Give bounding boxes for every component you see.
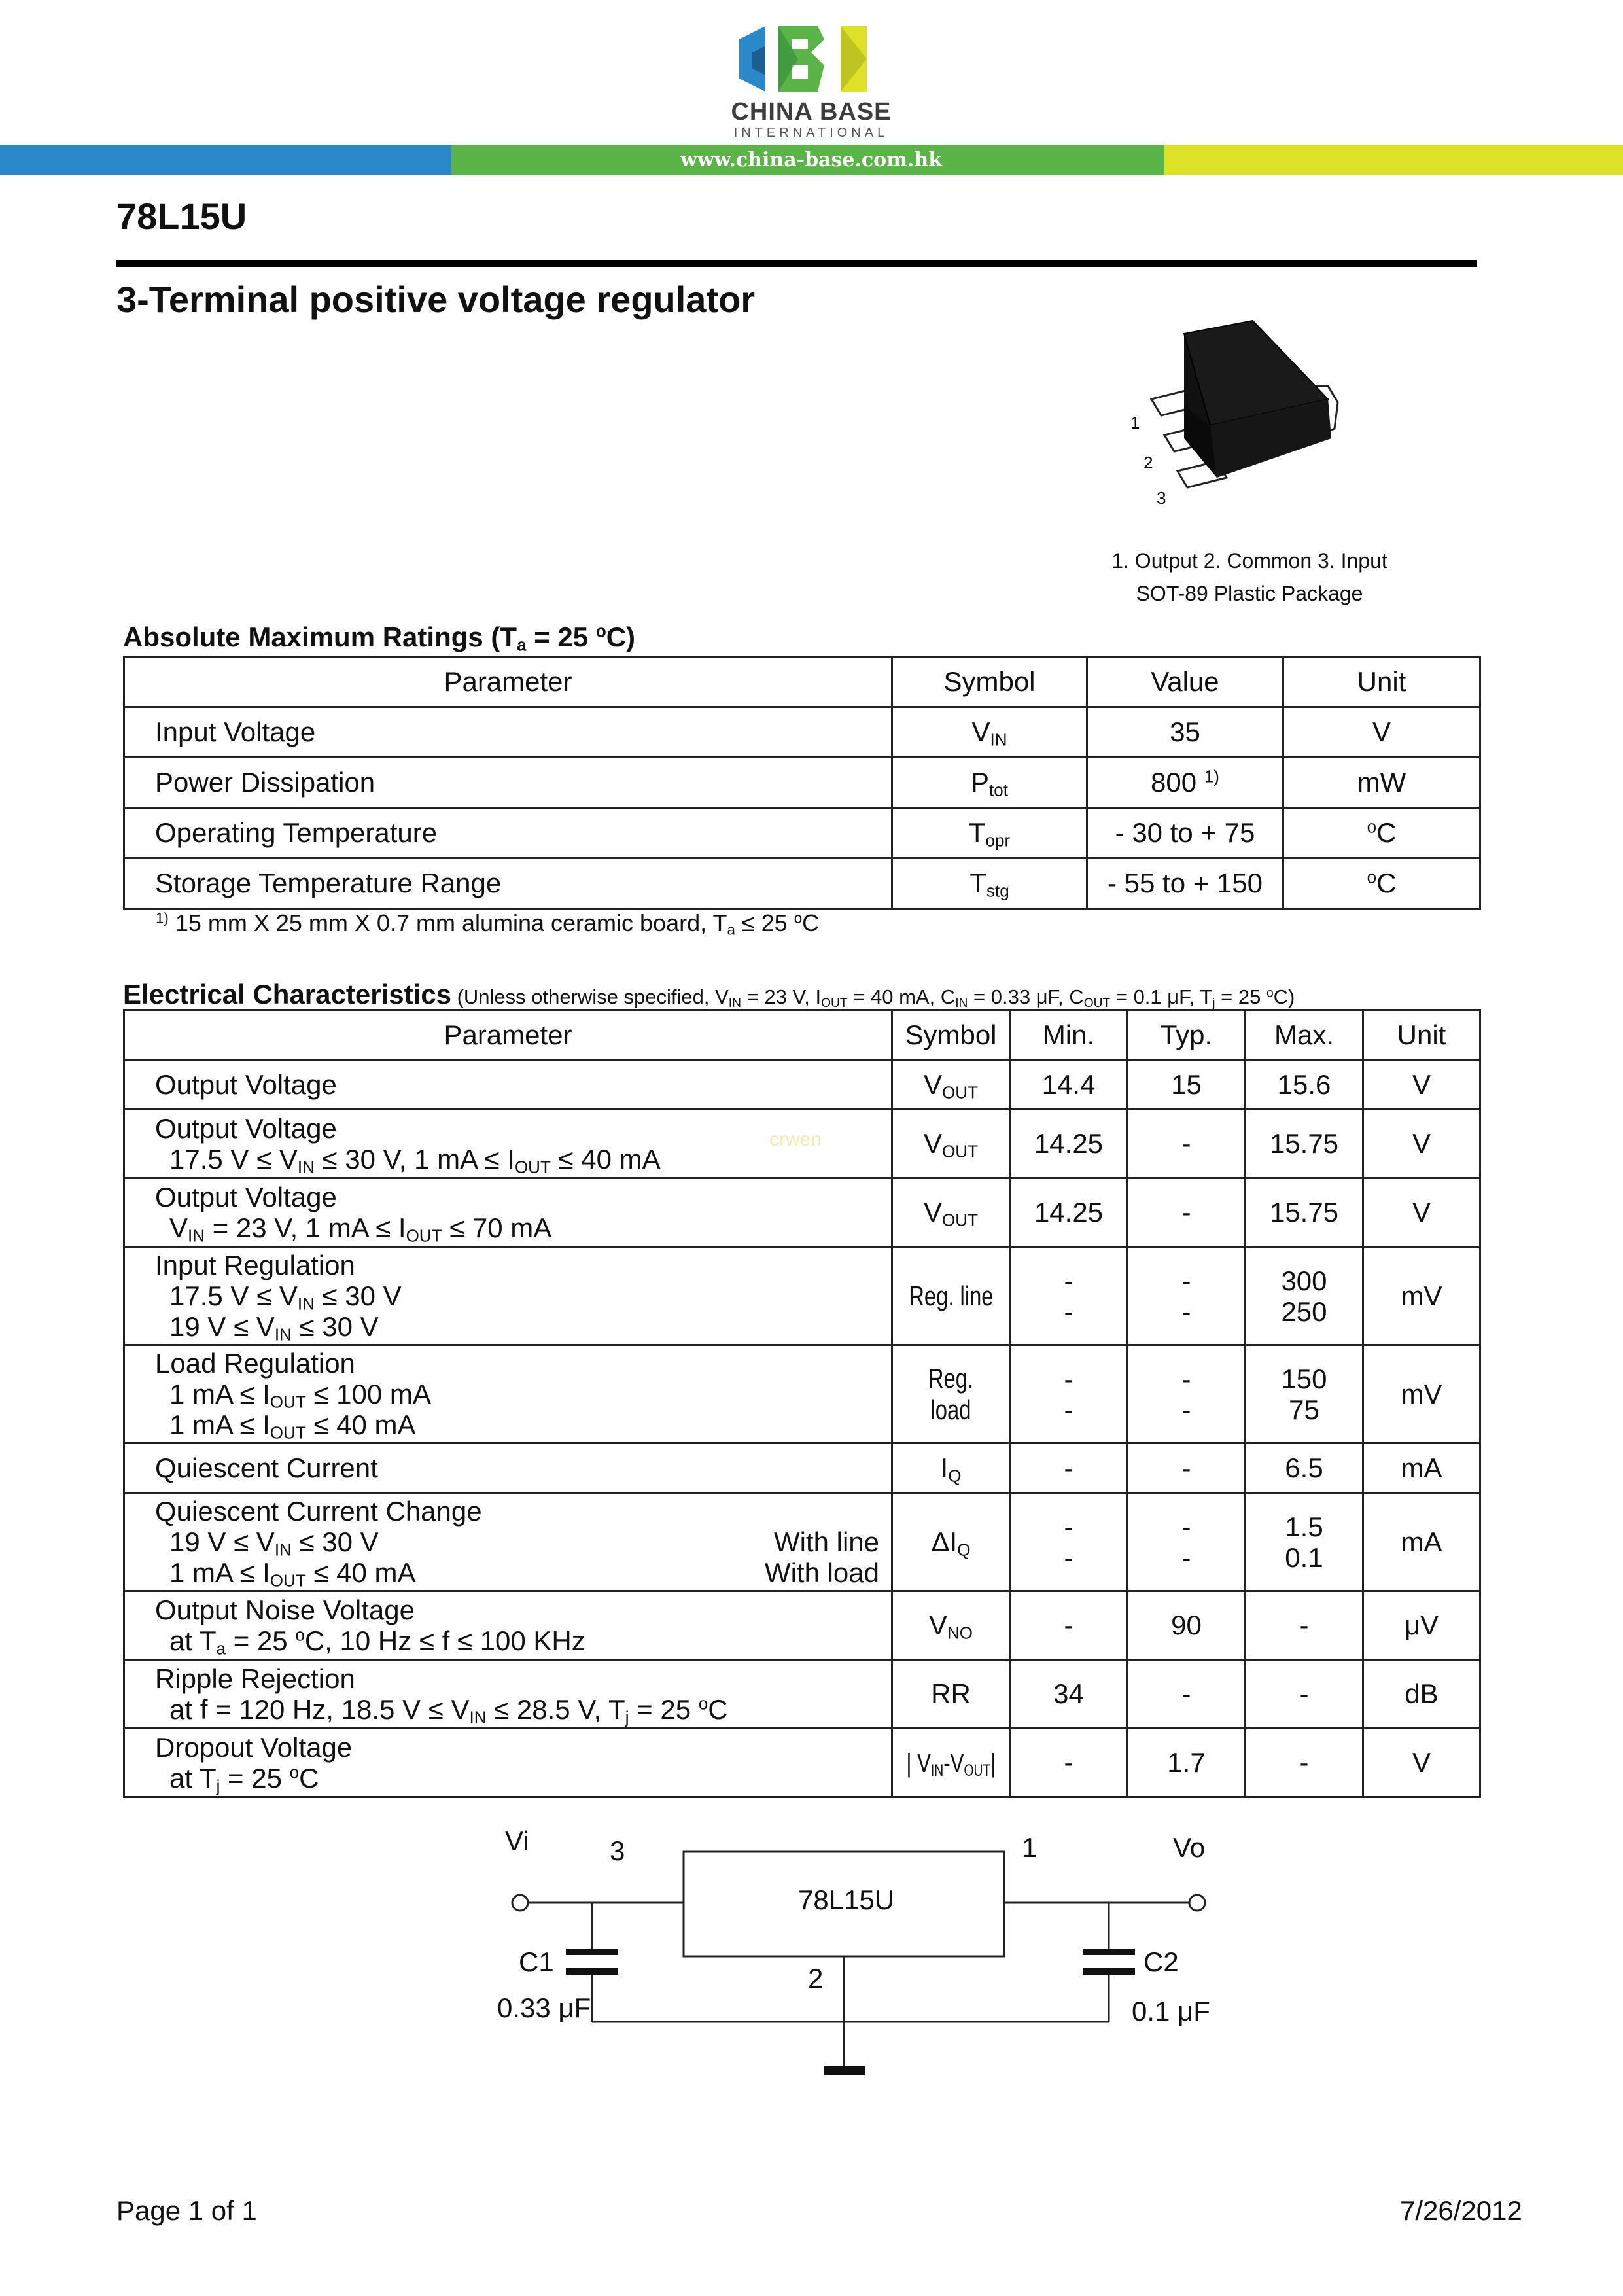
c2-plate-top: [1083, 1949, 1135, 1955]
symbol-cell: $T_{stg}$: [892, 858, 1087, 909]
table-row: [124, 1493, 1480, 1591]
min-cell: -: [1010, 1591, 1128, 1660]
max-cell: 6.5: [1246, 1443, 1363, 1493]
vo-label: Vo: [1173, 1832, 1206, 1863]
pin-1-label: 1: [1022, 1832, 1038, 1863]
param-cell: Quiescent Current Change 19 $V \le V_{IN} \le 30$ V With line 1 mA ≤ $I_{OUT} \le 40$ mA With load: [124, 1493, 892, 1591]
param-cell: Input Voltage: [124, 707, 892, 758]
abs-max-table: [123, 656, 1481, 910]
unit-cell: V: [1363, 1110, 1480, 1178]
param-cell: Input Regulation 17.5 $V \le V_{IN} \le 30$ V 19 $V \le V_{IN} \le 30$ V: [124, 1247, 892, 1345]
vi-label: Vi: [505, 1826, 529, 1856]
unit-cell: mA: [1363, 1443, 1480, 1493]
c2-label: C2: [1143, 1947, 1179, 1977]
min-cell: -: [1010, 1729, 1128, 1797]
param-cell: Quiescent Current: [124, 1443, 892, 1493]
unit-cell: V: [1363, 1060, 1480, 1110]
unit-cell: dB: [1363, 1660, 1480, 1729]
table-row: [124, 1060, 1480, 1110]
symbol-cell: $I_Q$: [892, 1443, 1010, 1493]
package-description: [1073, 544, 1426, 610]
symbol-cell: RR: [892, 1660, 1010, 1729]
header-parameter: Parameter: [124, 657, 892, 707]
package-body: [1184, 321, 1331, 478]
unit-cell: $^o$C: [1283, 858, 1480, 909]
c2-value: 0.1 μF: [1132, 1996, 1210, 2026]
abs-max-footnote: $^{1)}$ 15 mm X 25 mm X 0.7 mm alumina ceramic board, $T_a \le 25$ $^o$C: [156, 910, 820, 938]
min-cell: - -: [1010, 1247, 1128, 1345]
page-number: Page 1 of 1: [116, 2195, 257, 2226]
param-cell: Dropout Voltage at $T_j = 25$ $^o$C: [124, 1729, 892, 1797]
symbol-cell: $T_{opr}$: [892, 808, 1087, 858]
max-cell: 15.75: [1246, 1110, 1363, 1178]
website-url[interactable]: www.china-base.com.hk: [680, 149, 942, 171]
table-row: [124, 1443, 1480, 1493]
unit-cell: mW: [1283, 758, 1480, 808]
title-rule: [116, 260, 1477, 267]
header-value: Value: [1087, 657, 1283, 707]
header-typ: Typ.: [1128, 1010, 1246, 1060]
table-row: [124, 1345, 1480, 1443]
min-cell: 34: [1010, 1660, 1128, 1729]
unit-cell: V: [1283, 707, 1480, 758]
electrical-title: Electrical Characteristics (Unless otherwise specified, $V_{IN} = 23$ V, $I_{OUT} = 40$ mA, $C_{IN} = 0.33$ μF, $C_{OUT} = 0.1$ μF, $T_j = 25$ $^o$C): [123, 979, 1295, 1010]
min-cell: 14.25: [1010, 1178, 1128, 1247]
unit-cell: mV: [1363, 1345, 1480, 1443]
package-name: SOT-89 Plastic Package: [1136, 582, 1363, 605]
page-subtitle: 3-Terminal positive voltage regulator: [116, 279, 756, 320]
typ-cell: 1.7: [1128, 1729, 1246, 1797]
param-cell: Operating Temperature: [124, 808, 892, 858]
table-row: [124, 1591, 1480, 1660]
min-cell: 14.25: [1010, 1110, 1128, 1178]
param-cell: Output Noise Voltage at $T_a = 25$ $^o$C, 10 Hz ≤ f ≤ 100 KHz: [124, 1591, 892, 1660]
table-row: [124, 1178, 1480, 1247]
param-cell: Output Voltage $V_{IN} = 23$ V, 1 mA ≤ $I_{OUT} \le 70$ mA: [124, 1178, 892, 1247]
table-row: [124, 858, 1480, 909]
symbol-cell: $V_{IN}$: [892, 707, 1087, 758]
application-circuit: [458, 1806, 1276, 2094]
param-cell: Storage Temperature Range: [124, 858, 892, 909]
max-cell: -: [1246, 1660, 1363, 1729]
max-cell: 150 75: [1246, 1345, 1363, 1443]
document-date: 7/26/2012: [1400, 2195, 1522, 2226]
logo-mark-b: [778, 26, 824, 92]
c2-plate-bottom: [1083, 1968, 1135, 1975]
typ-cell: 90: [1128, 1591, 1246, 1660]
unit-cell: $^o$C: [1283, 808, 1480, 858]
unit-cell: μV: [1363, 1591, 1480, 1660]
value-cell: 35: [1087, 707, 1283, 758]
value-cell: - 55 to + 150: [1087, 858, 1283, 909]
max-cell: 300 250: [1246, 1247, 1363, 1345]
param-cell: Output Voltage: [124, 1060, 892, 1110]
company-name: CHINA BASE: [731, 98, 892, 126]
symbol-cell: $V_{OUT}$: [892, 1178, 1010, 1247]
table-header-row: [124, 1010, 1480, 1060]
pin-label-2: 2: [1143, 453, 1153, 472]
ic-label: 78L15U: [798, 1884, 895, 1915]
company-subname: INTERNATIONAL: [733, 126, 889, 140]
typ-cell: - -: [1128, 1345, 1246, 1443]
table-row: [124, 1729, 1480, 1797]
pin-3-label: 3: [610, 1835, 625, 1866]
table-row: [124, 1660, 1480, 1729]
header-min: Min.: [1010, 1010, 1128, 1060]
max-cell: -: [1246, 1729, 1363, 1797]
symbol-cell: $P_{tot}$: [892, 758, 1087, 808]
max-cell: 15.75: [1246, 1178, 1363, 1247]
part-number: 78L15U: [116, 196, 247, 237]
unit-cell: mA: [1363, 1493, 1480, 1591]
symbol-cell: $V_{OUT}$: [892, 1060, 1010, 1110]
table-header-row: [124, 657, 1480, 707]
pin-2-label: 2: [808, 1963, 824, 1994]
header-symbol: Symbol: [892, 1010, 1010, 1060]
symbol-cell: | $V_{IN}-V_{OUT}|$: [892, 1729, 1010, 1797]
c1-value: 0.33 μF: [497, 1992, 591, 2023]
header-unit: Unit: [1283, 657, 1480, 707]
typ-cell: - -: [1128, 1247, 1246, 1345]
header-max: Max.: [1246, 1010, 1363, 1060]
c1-label: C1: [519, 1947, 554, 1977]
electrical-table: [123, 1009, 1481, 1798]
pin-label-3: 3: [1157, 488, 1166, 508]
symbol-cell: $V_{OUT}$: [892, 1110, 1010, 1178]
symbol-cell: Reg. load: [892, 1345, 1010, 1443]
symbol-cell: $V_{NO}$: [892, 1591, 1010, 1660]
abs-max-title: Absolute Maximum Ratings ($T_a = 25$ $^o$C): [123, 621, 636, 655]
min-cell: 14.4: [1010, 1060, 1128, 1110]
typ-cell: -: [1128, 1178, 1246, 1247]
symbol-cell: $\Delta I_Q$: [892, 1493, 1010, 1591]
max-cell: -: [1246, 1591, 1363, 1660]
pin-label-1: 1: [1130, 413, 1140, 433]
output-terminal: [1189, 1895, 1205, 1911]
typ-cell: -: [1128, 1660, 1246, 1729]
typ-cell: -: [1128, 1443, 1246, 1493]
min-cell: -: [1010, 1443, 1128, 1493]
typ-cell: - -: [1128, 1493, 1246, 1591]
value-cell: - 30 to + 75: [1087, 808, 1283, 858]
table-row: [124, 1247, 1480, 1345]
pin-description: 1. Output 2. Common 3. Input: [1111, 549, 1387, 573]
c1-plate-top: [566, 1949, 618, 1955]
param-cell: Output Voltage 17.5 $V \le V_{IN} \le 30$ V, 1 mA ≤ $I_{OUT} \le 40$ mA crwen: [124, 1110, 892, 1178]
table-row: [124, 1110, 1480, 1178]
sot89-package-illustration: [1112, 308, 1413, 523]
min-cell: - -: [1010, 1345, 1128, 1443]
unit-cell: V: [1363, 1178, 1480, 1247]
ground-symbol: [824, 2066, 865, 2075]
param-cell: Load Regulation 1 mA ≤ $I_{OUT} \le 100$ mA 1 mA ≤ $I_{OUT} \le 40$ mA: [124, 1345, 892, 1443]
table-row: [124, 808, 1480, 858]
header-symbol: Symbol: [892, 657, 1087, 707]
min-cell: - -: [1010, 1493, 1128, 1591]
param-cell: Power Dissipation: [124, 758, 892, 808]
header-unit: Unit: [1363, 1010, 1480, 1060]
watermark-text: crwen: [769, 1129, 822, 1150]
table-row: [124, 758, 1480, 808]
typ-cell: 15: [1128, 1060, 1246, 1110]
value-cell: 800 $^{1)}$: [1087, 758, 1283, 808]
input-terminal: [512, 1895, 528, 1911]
symbol-cell: Reg. line: [892, 1247, 1010, 1345]
logo-mark-i: [841, 26, 867, 92]
max-cell: 1.5 0.1: [1246, 1493, 1363, 1591]
header-parameter: Parameter: [124, 1010, 892, 1060]
param-cell: Ripple Rejection at f = 120 Hz, 18.5 $V \le V_{IN} \le 28.5$ V, $T_j = 25$ $^o$C: [124, 1660, 892, 1729]
unit-cell: V: [1363, 1729, 1480, 1797]
max-cell: 15.6: [1246, 1060, 1363, 1110]
table-row: [124, 707, 1480, 758]
company-logo: [726, 20, 896, 98]
c1-plate-bottom: [566, 1968, 618, 1975]
typ-cell: -: [1128, 1110, 1246, 1178]
logo-mark-c: [739, 26, 765, 92]
conditions-note: (Unless otherwise specified, $V_{IN} = 23$ V, $I_{OUT} = 40$ mA, $C_{IN} = 0.33$ μF, $C_{OUT} = 0.1$ μF, $T_j = 25$ $^o$C): [451, 985, 1295, 1010]
unit-cell: mV: [1363, 1247, 1480, 1345]
